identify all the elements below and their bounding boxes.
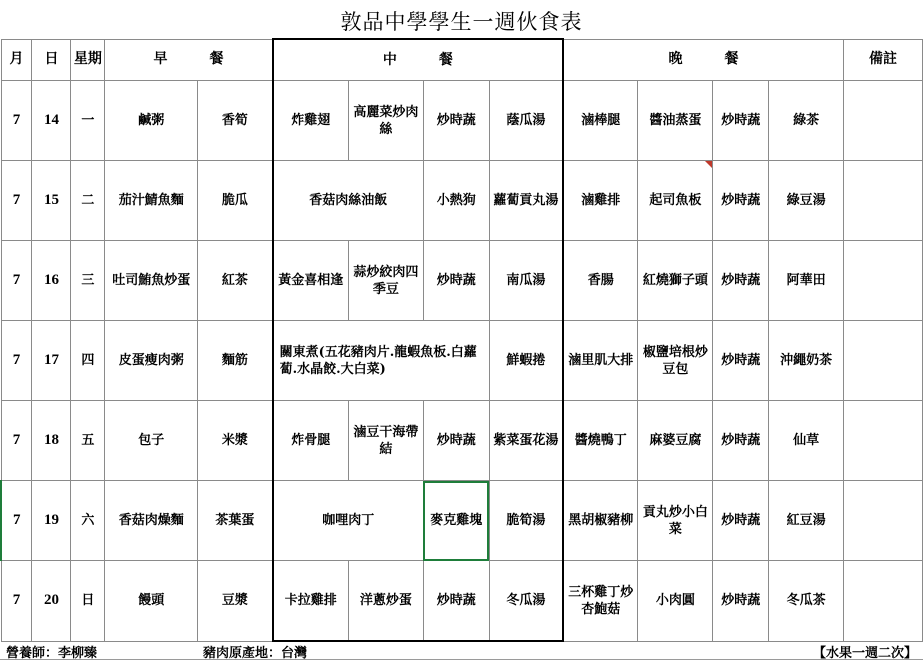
cell-dinner-4[interactable]: 沖繩奶茶 bbox=[769, 321, 844, 401]
cell-month[interactable]: 7 bbox=[1, 481, 32, 561]
cell-breakfast-side[interactable]: 米漿 bbox=[198, 401, 273, 481]
cell-lunch-3[interactable]: 炒時蔬 bbox=[423, 241, 489, 321]
cell-breakfast-main[interactable]: 香菇肉燥麵 bbox=[105, 481, 198, 561]
cell-weekday[interactable]: 五 bbox=[71, 401, 105, 481]
cell-dinner-2[interactable]: 小肉圓 bbox=[638, 561, 713, 642]
table-row bbox=[1, 81, 923, 161]
cell-lunch-3[interactable]: 炒時蔬 bbox=[423, 401, 489, 481]
header-day[interactable]: 日 bbox=[32, 39, 71, 81]
cell-note[interactable] bbox=[844, 161, 923, 241]
cell-note[interactable] bbox=[844, 241, 923, 321]
table-row bbox=[1, 241, 923, 321]
cell-lunch-merged[interactable]: 咖哩肉丁 bbox=[273, 481, 424, 561]
cell-breakfast-side[interactable]: 麵筋 bbox=[198, 321, 273, 401]
cell-day[interactable]: 18 bbox=[32, 401, 71, 481]
cell-note[interactable] bbox=[844, 481, 923, 561]
cell-weekday[interactable]: 四 bbox=[71, 321, 105, 401]
page-title: 敦品中學學生一週伙食表 bbox=[340, 10, 583, 34]
cell-note[interactable] bbox=[844, 321, 923, 401]
cell-lunch-2[interactable]: 蒜炒絞肉四季豆 bbox=[348, 241, 423, 321]
table-row bbox=[1, 401, 923, 481]
cell-note[interactable] bbox=[844, 401, 923, 481]
table-row bbox=[1, 481, 923, 561]
cell-lunch-1[interactable]: 黃金喜相逢 bbox=[273, 241, 349, 321]
header-dinner[interactable]: 晚 餐 bbox=[563, 39, 843, 81]
cell-dinner-4[interactable]: 綠豆湯 bbox=[769, 161, 844, 241]
cell-dinner-3[interactable]: 炒時蔬 bbox=[713, 81, 769, 161]
cell-dinner-4[interactable]: 仙草 bbox=[769, 401, 844, 481]
cell-dinner-1[interactable]: 香腸 bbox=[563, 241, 638, 321]
cell-lunch-4[interactable]: 蔭瓜湯 bbox=[489, 81, 563, 161]
header-weekday[interactable]: 星期 bbox=[71, 39, 105, 81]
cell-lunch-merged[interactable]: 香菇肉絲油飯 bbox=[273, 161, 424, 241]
cell-lunch-merged[interactable]: 關東煮(五花豬肉片.龍蝦魚板.白蘿蔔.水晶餃.大白菜) bbox=[273, 321, 490, 401]
cell-dinner-2[interactable]: 醬油蒸蛋 bbox=[638, 81, 713, 161]
cell-day[interactable]: 16 bbox=[32, 241, 71, 321]
cell-day[interactable]: 14 bbox=[32, 81, 71, 161]
cell-dinner-2[interactable]: 椒鹽培根炒豆包 bbox=[638, 321, 713, 401]
cell-lunch-4[interactable]: 蘿蔔貢丸湯 bbox=[489, 161, 563, 241]
cell-lunch-3[interactable]: 小熱狗 bbox=[423, 161, 489, 241]
cell-day[interactable]: 15 bbox=[32, 161, 71, 241]
cell-lunch-1[interactable]: 炸雞翅 bbox=[273, 81, 349, 161]
cell-dinner-1[interactable]: 醬燒鴨丁 bbox=[563, 401, 638, 481]
cell-dinner-4[interactable]: 紅豆湯 bbox=[769, 481, 844, 561]
header-lunch[interactable]: 中 餐 bbox=[273, 39, 563, 81]
cell-breakfast-main[interactable]: 饅頭 bbox=[105, 561, 198, 642]
cell-dinner-2[interactable]: 麻婆豆腐 bbox=[638, 401, 713, 481]
cell-weekday[interactable]: 日 bbox=[71, 561, 105, 642]
header-notes[interactable]: 備註 bbox=[844, 39, 923, 81]
cell-dinner-2[interactable]: 紅燒獅子頭 bbox=[638, 241, 713, 321]
cell-lunch-2[interactable]: 洋蔥炒蛋 bbox=[348, 561, 423, 642]
dietitian-label: 營養師：李柳臻 bbox=[6, 646, 98, 661]
cell-dinner-3[interactable]: 炒時蔬 bbox=[713, 401, 769, 481]
cell-weekday[interactable]: 一 bbox=[71, 81, 105, 161]
header-month[interactable]: 月 bbox=[1, 39, 32, 81]
cell-breakfast-side[interactable]: 紅茶 bbox=[198, 241, 273, 321]
cell-lunch-4[interactable]: 南瓜湯 bbox=[489, 241, 563, 321]
footer bbox=[0, 639, 923, 661]
header-breakfast[interactable]: 早 餐 bbox=[105, 39, 273, 81]
cell-lunch-3-selected[interactable]: 麥克雞塊 bbox=[423, 481, 489, 561]
cell-lunch-4[interactable]: 冬瓜湯 bbox=[489, 561, 563, 642]
cell-dinner-4[interactable]: 阿華田 bbox=[769, 241, 844, 321]
cell-note[interactable] bbox=[844, 81, 923, 161]
pork-origin-label: 豬肉原產地：台灣 bbox=[203, 646, 308, 661]
cell-breakfast-side[interactable]: 豆漿 bbox=[198, 561, 273, 642]
table-row bbox=[1, 561, 923, 642]
cell-breakfast-main[interactable]: 包子 bbox=[105, 401, 198, 481]
cell-breakfast-main[interactable]: 皮蛋瘦肉粥 bbox=[105, 321, 198, 401]
cell-dinner-1[interactable]: 黑胡椒豬柳 bbox=[563, 481, 638, 561]
cell-lunch-1[interactable]: 炸骨腿 bbox=[273, 401, 349, 481]
cell-dinner-1[interactable]: 三杯雞丁炒杏鮑菇 bbox=[563, 561, 638, 642]
cell-dinner-4[interactable]: 綠茶 bbox=[769, 81, 844, 161]
cell-note[interactable] bbox=[844, 561, 923, 642]
cell-month[interactable]: 7 bbox=[1, 561, 32, 642]
cell-lunch-2[interactable]: 滷豆干海帶結 bbox=[348, 401, 423, 481]
cell-month[interactable]: 7 bbox=[1, 401, 32, 481]
cell-weekday[interactable]: 三 bbox=[71, 241, 105, 321]
cell-lunch-4[interactable]: 紫菜蛋花湯 bbox=[489, 401, 563, 481]
cell-weekday[interactable]: 二 bbox=[71, 161, 105, 241]
cell-dinner-3[interactable]: 炒時蔬 bbox=[713, 481, 769, 561]
table-row bbox=[1, 161, 923, 241]
cell-breakfast-side[interactable]: 脆瓜 bbox=[198, 161, 273, 241]
cell-dinner-3[interactable]: 炒時蔬 bbox=[713, 241, 769, 321]
cell-dinner-2[interactable]: 起司魚板 bbox=[638, 161, 713, 241]
cell-dinner-1[interactable]: 滷里肌大排 bbox=[563, 321, 638, 401]
cell-lunch-3[interactable]: 炒時蔬 bbox=[423, 561, 489, 642]
cell-dinner-3[interactable]: 炒時蔬 bbox=[713, 321, 769, 401]
cell-lunch-4[interactable]: 脆筍湯 bbox=[489, 481, 563, 561]
cell-day[interactable]: 19 bbox=[32, 481, 71, 561]
cell-month[interactable]: 7 bbox=[1, 321, 32, 401]
cell-month[interactable]: 7 bbox=[1, 161, 32, 241]
cell-breakfast-main[interactable]: 茄汁鯖魚麵 bbox=[105, 161, 198, 241]
cell-dinner-1[interactable]: 滷雞排 bbox=[563, 161, 638, 241]
cell-dinner-3[interactable]: 炒時蔬 bbox=[713, 161, 769, 241]
cell-dinner-2[interactable]: 貢丸炒小白菜 bbox=[638, 481, 713, 561]
cell-breakfast-main[interactable]: 吐司鮪魚炒蛋 bbox=[105, 241, 198, 321]
cell-dinner-1[interactable]: 滷棒腿 bbox=[563, 81, 638, 161]
cell-breakfast-side[interactable]: 茶葉蛋 bbox=[198, 481, 273, 561]
cell-weekday[interactable]: 六 bbox=[71, 481, 105, 561]
fruit-note: 【水果一週二次】 bbox=[812, 646, 917, 661]
cell-day[interactable]: 17 bbox=[32, 321, 71, 401]
cell-lunch-1[interactable]: 卡拉雞排 bbox=[273, 561, 349, 642]
cell-day[interactable]: 20 bbox=[32, 561, 71, 642]
cell-breakfast-side[interactable]: 香筍 bbox=[198, 81, 273, 161]
cell-month[interactable]: 7 bbox=[1, 81, 32, 161]
header-row bbox=[1, 39, 923, 81]
cell-lunch-2[interactable]: 高麗菜炒肉絲 bbox=[348, 81, 423, 161]
cell-month[interactable]: 7 bbox=[1, 241, 32, 321]
cell-dinner-4[interactable]: 冬瓜茶 bbox=[769, 561, 844, 642]
cell-breakfast-main[interactable]: 鹹粥 bbox=[105, 81, 198, 161]
cell-lunch-4[interactable]: 鮮蝦捲 bbox=[489, 321, 563, 401]
cell-lunch-3[interactable]: 炒時蔬 bbox=[423, 81, 489, 161]
weekly-menu-table bbox=[0, 38, 923, 642]
cell-dinner-3[interactable]: 炒時蔬 bbox=[713, 561, 769, 642]
table-row bbox=[1, 321, 923, 401]
